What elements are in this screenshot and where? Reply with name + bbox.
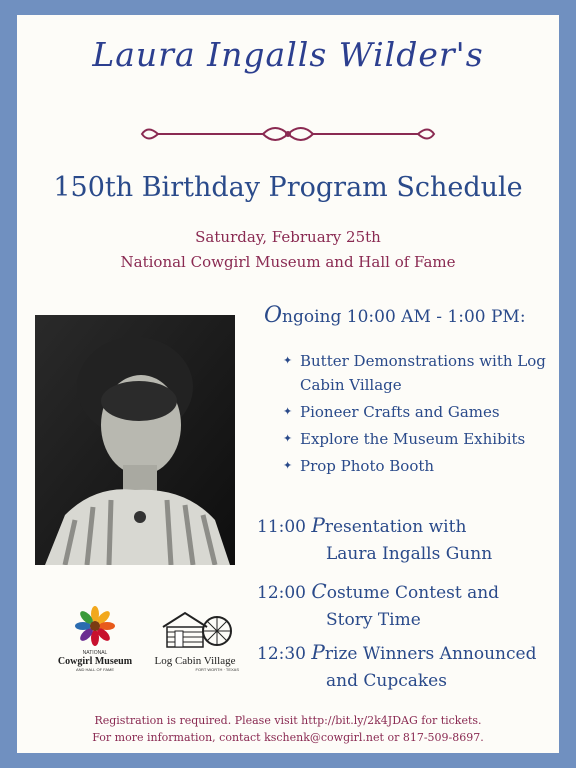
bullet-icon: ✦ [283,354,293,367]
cowgirl-museum-logo: NATIONAL Cowgirl Museum AND HALL OF FAME [49,606,141,676]
footer-line-registration: Registration is required. Please visit http://bit.ly/2k4JDAG for tickets. [94,714,482,727]
sunflower-icon [49,606,141,646]
log-cabin-village-logo: Log Cabin Village FORT WORTH · TEXAS [145,607,245,677]
ornament-divider-icon [138,123,438,145]
script-title: Laura Ingalls Wilder's [92,35,484,74]
bullet-icon: ✦ [283,432,293,445]
footer [17,712,559,746]
list-item: ✦ Explore the Museum Exhibits [279,427,559,451]
footer-line-contact: For more information, contact kschenk@cowgirl.net or 817-509-8697. [92,731,484,744]
event-1100: 11:00 Presentation with Laura Ingalls Gunn [257,513,493,564]
cabin-icon [145,607,245,651]
ongoing-list [279,349,559,481]
list-item: ✦ Butter Demonstrations with Log Cabin Village [279,349,559,397]
bullet-icon: ✦ [283,405,293,418]
list-item: ✦ Pioneer Crafts and Games [279,400,559,424]
event-1200: 12:00 Costume Contest and Story Time [257,579,500,630]
main-title: 150th Birthday Program Schedule [53,172,523,203]
event-1230: 12:30 Prize Winners Announced and Cupcakes [257,640,537,691]
ongoing-heading: Ongoing 10:00 AM - 1:00 PM: [264,303,526,328]
portrait-photo [35,315,235,565]
poster [17,15,559,753]
event-date: Saturday, February 25th [195,228,381,246]
bullet-icon: ✦ [283,459,293,472]
list-item: ✦ Prop Photo Booth [279,454,559,478]
event-venue: National Cowgirl Museum and Hall of Fame [120,253,456,271]
